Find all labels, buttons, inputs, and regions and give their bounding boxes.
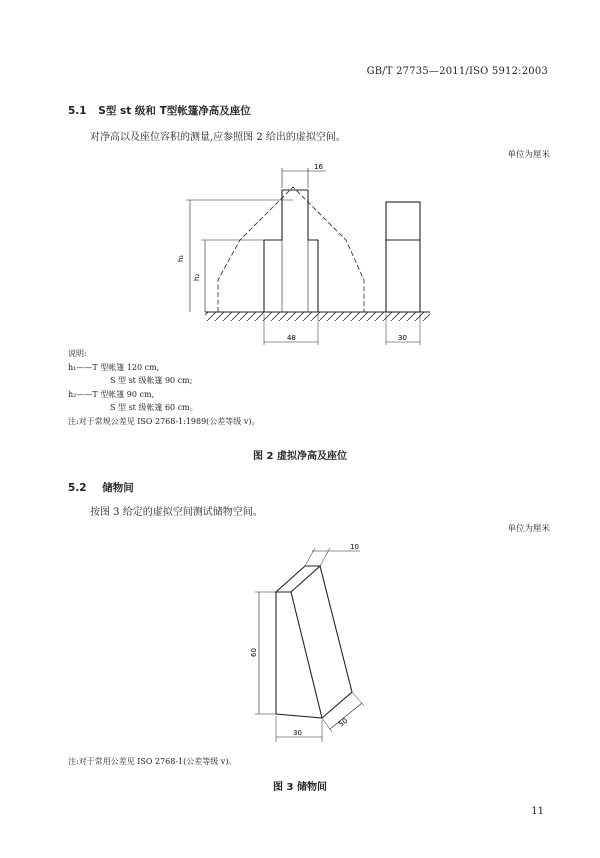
figure-2-diagram (150, 155, 450, 355)
unit-note-fig2: 单位为厘米 (507, 150, 550, 160)
dim-width-label: 48 (287, 334, 296, 342)
fig3-dim-bottom-label: 30 (293, 729, 302, 737)
section-number: 5.1 (68, 105, 87, 117)
note-tolerance-fig3: 注:对于常用公差见 ISO 2768-1(公差等级 v)。 (68, 757, 237, 766)
note-h2-t: T 型帐篷 90 cm, (92, 389, 155, 399)
section-5-2-body: 按图 3 给定的虚拟空间测试储物空间。 (90, 507, 263, 518)
ground-hatch (205, 312, 430, 321)
tent-outline (218, 187, 364, 312)
note-h1-s: S 型 st 级帐篷 90 cm; (110, 376, 193, 385)
label-h1: h₁ (177, 254, 185, 262)
dim-top-label: 16 (314, 163, 323, 171)
page-number: 11 (531, 806, 544, 817)
box-side-face (320, 566, 352, 718)
section-title: S型 st 级和 T型帐篷净高及座位 (98, 105, 251, 117)
section-5-1-body: 对净高以及座位容积的测量,应参照图 2 给出的虚拟空间。 (90, 132, 346, 143)
fig3-dim-height-label: 60 (250, 648, 258, 657)
box-front-face (276, 592, 322, 718)
note-h1-label: h₁—— (68, 362, 93, 372)
section-number: 5.2 (68, 482, 87, 494)
section-5-1-heading (68, 103, 251, 118)
figure-3-caption: 图 3 储物间 (273, 782, 327, 793)
storage-box-side (386, 202, 420, 312)
label-h2: h₂ (193, 273, 201, 281)
note-h2-s: S 型 st 级帐篷 60 cm。 (110, 403, 198, 412)
box-top-face (276, 566, 320, 592)
figure-3-diagram (240, 535, 380, 745)
notes-title: 说明: (68, 349, 87, 358)
note-h1-t: T 型帐篷 120 cm, (92, 362, 160, 372)
section-5-2-heading (68, 480, 134, 495)
dim-right-width-label: 30 (398, 334, 407, 342)
document-header: GB/T 27735—2011/ISO 5912:2003 (366, 66, 548, 77)
unit-note-fig3: 单位为厘米 (507, 524, 550, 534)
note-tolerance-fig2: 注:对于常规公差见 ISO 2768-1:1989(公差等级 v)。 (68, 416, 260, 426)
note-h2-label: h₂—— (68, 389, 93, 399)
fig3-dim-depth-label: 50 (337, 716, 350, 729)
figure-2-notes (68, 347, 260, 428)
section-title: 储物间 (102, 482, 134, 494)
figure-2-caption: 图 2 虚拟净高及座位 (253, 451, 347, 462)
fig3-dim-top-label: 10 (350, 543, 359, 551)
